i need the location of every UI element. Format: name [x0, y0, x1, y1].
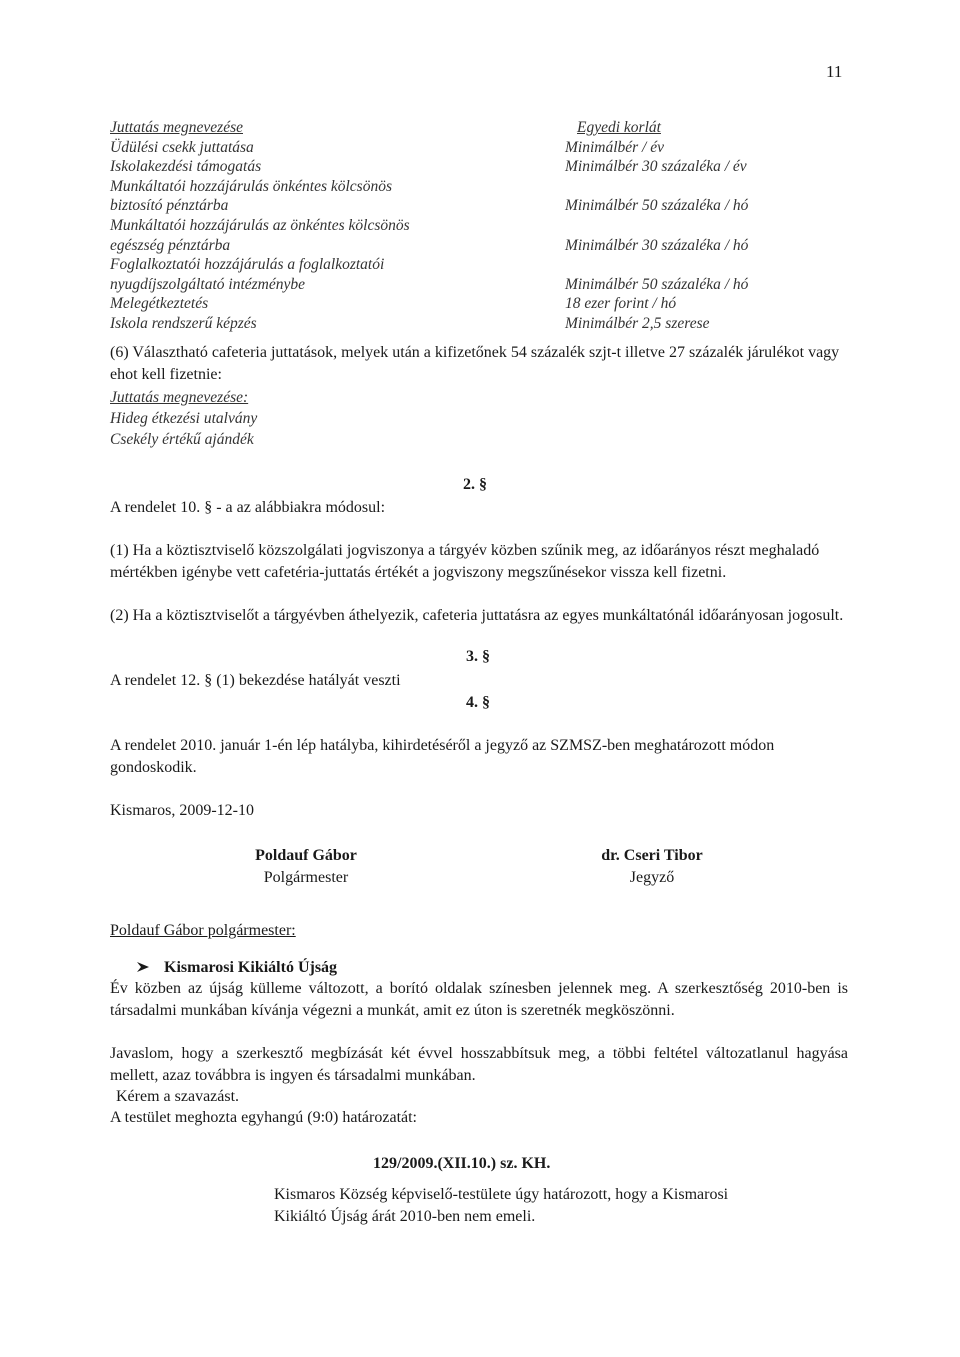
- section-2-paragraph-2: (2) Ha a köztisztviselőt a tárgyévben áthelyezik, cafeteria juttatásra az egyes munkáltatónál időarányosan jogosult.: [110, 607, 844, 624]
- section-4-title: 4. §: [466, 694, 490, 711]
- paragraph-6: (6) Választható cafeteria juttatások, melyek után a kifizetőnek 54 százalék szjt-t illetve 27 százalék járulékot vagy ehot kell fizetnie:: [110, 344, 840, 383]
- benefit-limit: 18 ezer forint / hó: [565, 295, 677, 313]
- section-3-title: 3. §: [466, 648, 490, 665]
- benefit-name: Munkáltatói hozzájárulás önkéntes kölcsönös: [110, 177, 392, 195]
- section-4-text: A rendelet 2010. január 1-én lép hatályba, kihirdetéséről a jegyző az SZMSZ-ben meghatározott módon gondoskodik.: [110, 737, 775, 776]
- benefit-limit: Minimálbér 50 százaléka / hó: [565, 275, 749, 293]
- item-paragraph-2: Javaslom, hogy a szerkesztő megbízását két évvel hosszabbítsuk meg, a többi feltétel változatlanul hagyása mellett, azaz továbbra is ingyen és társadalmi munkában.: [110, 1045, 848, 1084]
- list-header: Juttatás megnevezése:: [110, 389, 249, 406]
- section-2-intro: A rendelet 10. § - a az alábbiakra módosul:: [110, 499, 386, 516]
- benefits-names-column: [110, 118, 410, 334]
- signature-title: Polgármester: [263, 868, 349, 886]
- benefit-name: Munkáltatói hozzájárulás az önkéntes kölcsönös: [110, 216, 410, 234]
- vote-text: A testület meghozta egyhangú (9:0) határozatát:: [110, 1109, 417, 1126]
- benefit-name: Üdülési csekk juttatása: [110, 138, 254, 156]
- resolution-number: 129/2009.(XII.10.) sz. KH.: [373, 1155, 551, 1172]
- benefit-limit: Minimálbér 50 százaléka / hó: [565, 197, 749, 215]
- benefit-limit: Minimálbér / év: [565, 138, 665, 156]
- benefit-limit-spacer: [565, 216, 748, 236]
- section-2-title: 2. §: [463, 476, 487, 493]
- list-item: Hideg étkezési utalvány: [110, 410, 258, 427]
- signature-notary: [592, 845, 712, 888]
- benefit-name-cont: nyugdíjszolgáltató intézménybe: [110, 275, 306, 293]
- paragraph-6-list: [110, 387, 257, 450]
- section-3-text: A rendelet 12. § (1) bekezdése hatályát veszti: [110, 672, 401, 689]
- benefit-limit: Minimálbér 30 százaléka / év: [565, 158, 747, 176]
- benefit-name: Iskola rendszerű képzés: [110, 314, 257, 332]
- agenda-item-heading: [136, 957, 337, 979]
- page-number: 11: [826, 62, 843, 81]
- benefits-header-right: Egyedi korlát: [577, 119, 661, 136]
- arrow-bullet-icon: [136, 961, 150, 973]
- benefit-name-cont: egészség pénztárba: [110, 236, 231, 254]
- signature-title: Jegyző: [629, 868, 675, 886]
- item-title: Kismarosi Kikiáltó Újság: [164, 959, 338, 976]
- benefit-name: Iskolakezdési támogatás: [110, 158, 262, 176]
- benefits-limits-column: [565, 118, 748, 334]
- benefits-header-left: Juttatás megnevezése: [110, 119, 243, 136]
- benefit-limit-spacer: [565, 255, 748, 275]
- benefit-limit: Minimálbér 30 százaléka / hó: [565, 236, 749, 254]
- benefit-limit-spacer: [565, 177, 748, 197]
- benefit-name-cont: biztosító pénztárba: [110, 197, 229, 215]
- resolution-text: Kismaros Község képviselő-testülete úgy határozott, hogy a Kismarosi Kikiáltó Újság árát 2010-ben nem emeli.: [274, 1186, 729, 1225]
- item-paragraph-1: Év közben az újság külleme változott, a borító oldalak színesben jelennek meg. A szerkesztőség 2010-ben is társadalmi munkában kívánja végezni a munkát, amit ez úton is szeretnék megköszönni.: [110, 980, 848, 1019]
- list-item: Csekély értékű ajándék: [110, 431, 254, 448]
- signature-mayor: [246, 845, 366, 888]
- place-date: Kismaros, 2009-12-10: [110, 802, 254, 819]
- item-paragraph-3: Kérem a szavazást.: [116, 1088, 240, 1105]
- section-2-paragraph-1: (1) Ha a köztisztviselő közszolgálati jogviszonya a tárgyév közben szűnik meg, az időarányos részt meghaladó mértékben igénybe vett cafetéria-juttatás értékét a jogviszony megszűnésekor vissza kell fizetni.: [110, 542, 820, 581]
- signature-name: dr. Cseri Tibor: [601, 847, 703, 864]
- signature-name: Poldauf Gábor: [255, 847, 357, 864]
- benefit-name: Foglalkoztatói hozzájárulás a foglalkoztatói: [110, 256, 385, 274]
- benefit-name: Melegétkeztetés: [110, 295, 209, 313]
- benefit-limit: Minimálbér 2,5 szerese: [565, 314, 710, 332]
- mayor-heading: Poldauf Gábor polgármester:: [110, 922, 296, 939]
